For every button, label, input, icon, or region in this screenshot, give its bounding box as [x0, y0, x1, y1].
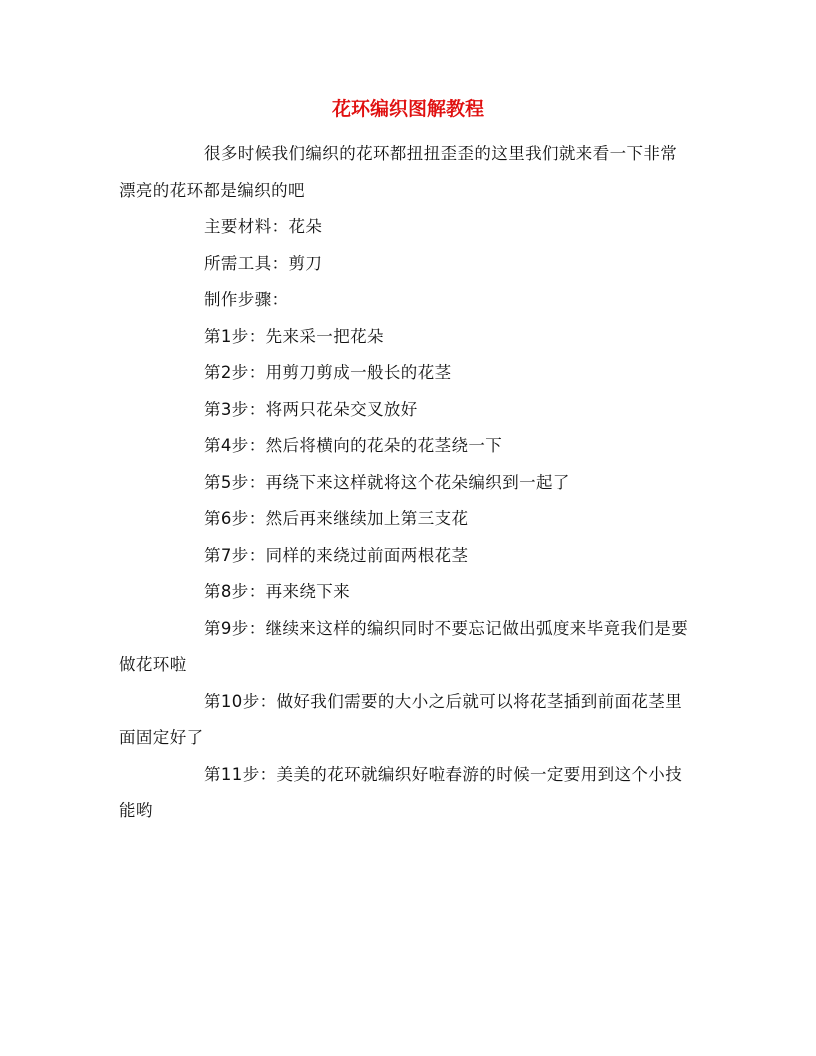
step-4: 第4步：然后将横向的花朵的花茎绕一下 [204, 436, 503, 455]
step-2: 第2步：用剪刀剪成一般长的花茎 [204, 363, 452, 382]
step-3: 第3步：将两只花朵交叉放好 [204, 399, 418, 419]
document-title: 花环编织图解教程 [331, 98, 484, 120]
step-1: 第1步：先来采一把花朵 [204, 326, 384, 346]
steps-heading: 制作步骤： [204, 290, 289, 309]
step-7: 第7步：同样的来绕过前面两根花茎 [204, 545, 469, 565]
document-body [119, 136, 691, 830]
step-9: 第9步：继续来这样的编织同时不要忘记做出弧度来毕竟我们是要做花环啦 [119, 618, 689, 674]
step-8: 第8步：再来绕下来 [204, 582, 351, 601]
tools-line: 所需工具：剪刀 [204, 253, 323, 273]
intro-paragraph: 很多时候我们编织的花环都扭扭歪歪的这里我们就来看一下非常漂亮的花环都是编织的吧 [119, 144, 678, 200]
step-10: 第10步：做好我们需要的大小之后就可以将花茎插到前面花茎里面固定好了 [119, 691, 683, 747]
step-5: 第5步：再绕下来这样就将这个花朵编织到一起了 [204, 472, 570, 492]
step-11: 第11步：美美的花环就编织好啦春游的时候一定要用到这个小技能哟 [119, 764, 683, 820]
materials-line: 主要材料：花朵 [204, 217, 323, 236]
step-6: 第6步：然后再来继续加上第三支花 [204, 509, 469, 528]
